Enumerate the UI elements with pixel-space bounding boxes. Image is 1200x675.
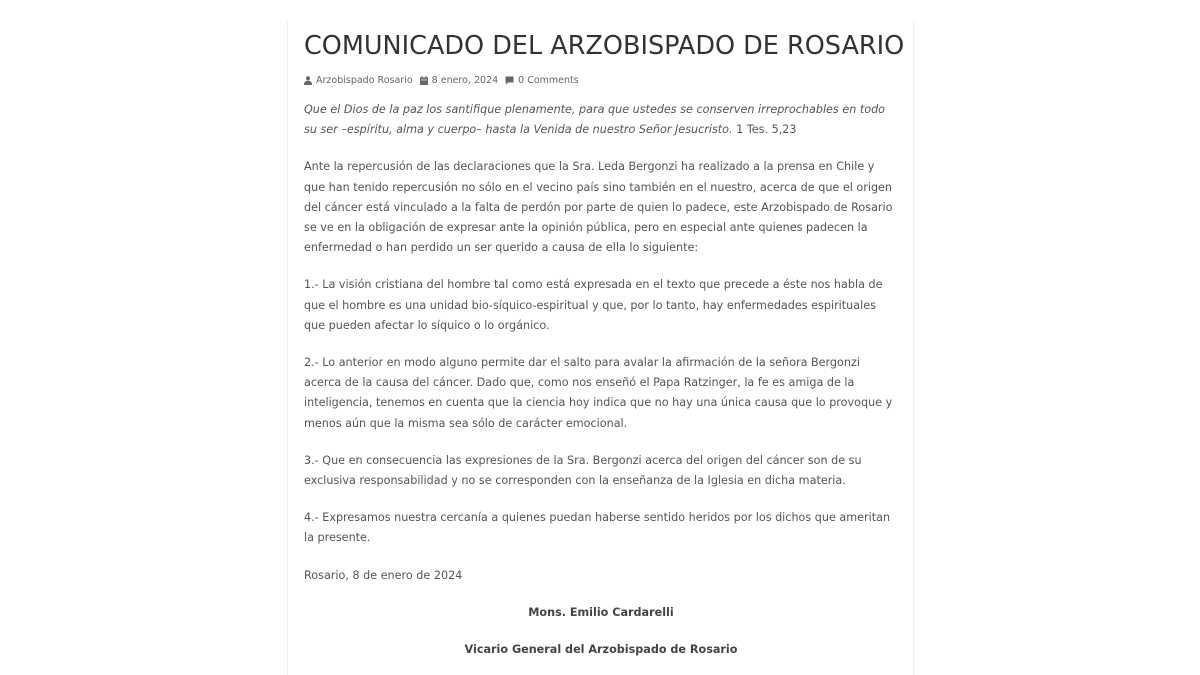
meta-author[interactable] <box>304 75 413 86</box>
paragraph-point-3: 3.- Que en consecuencia las expresiones de la Sra. Bergonzi acerca del origen del cáncer son de su exclusiva responsabilidad y no se corresponden con la enseñanza de la Iglesia en dicha materia. <box>304 453 862 488</box>
post-date[interactable]: 8 enero, 2024 <box>431 74 499 86</box>
paragraph-point-2: 2.- Lo anterior en modo alguno permite dar el salto para avalar la afirmación de la señora Bergonzi acerca de la causa del cáncer. Dado que, como nos enseñó el Papa Ratzinger, la fe es amiga de la inteligencia, tenemos en cuenta que la ciencia hoy indica que no hay una única causa que lo provoque y menos aún que la misma sea sólo de carácter emocional. <box>304 356 893 430</box>
article-title: COMUNICADO DEL ARZOBISPADO DE ROSARIO <box>304 31 905 61</box>
user-icon <box>304 76 312 85</box>
quote-text: Que el Dios de la paz los santifique plenamente, para que ustedes se conserven irreprochables en todo su ser –espíritu, alma y cuerpo– hasta la Venida de nuestro Señor Jesucristo. <box>304 103 886 137</box>
comment-icon <box>505 76 514 85</box>
author-name[interactable]: Arzobispado Rosario <box>316 74 413 86</box>
paragraph-point-1: 1.- La visión cristiana del hombre tal como está expresada en el texto que precede a éste nos habla de que el hombre es una unidad bio-síquico-espiritual y que, por lo tanto, hay enfermedades espirituales que pueden afectar lo síquico o lo orgánico. <box>304 278 883 332</box>
post-meta <box>304 73 586 87</box>
meta-comments[interactable] <box>505 75 579 86</box>
article <box>287 22 914 675</box>
article-body <box>304 100 898 675</box>
paragraph-point-4: 4.- Expresamos nuestra cercanía a quienes puedan haberse sentido heridos por los dichos que ameritan la presente. <box>304 511 891 545</box>
place-date-line: Rosario, 8 de enero de 2024 <box>304 568 463 582</box>
signature-role: Vicario General del Arzobispado de Rosario <box>464 643 738 657</box>
meta-date[interactable] <box>420 75 499 86</box>
paragraph-intro: Ante la repercusión de las declaraciones que la Sra. Leda Bergonzi ha realizado a la prensa en Chile y que han tenido repercusión no sólo en el vecino país sino también en el nuestro, acerca de que el origen del cáncer está vinculado a la falta de perdón por parte de quien lo padece, este Arzobispado de Rosario se ve en la obligación de expresar ante la opinión pública, pero en especial ante quienes padecen la enfermedad o han perdido un ser querido a causa de ella lo siguiente: <box>304 160 893 255</box>
comments-link[interactable]: 0 Comments <box>518 74 579 86</box>
quote-reference: 1 Tes. 5,23 <box>732 123 797 137</box>
signature-name: Mons. Emilio Cardarelli <box>528 605 674 619</box>
calendar-icon <box>420 76 428 85</box>
scripture-quote <box>304 100 898 140</box>
